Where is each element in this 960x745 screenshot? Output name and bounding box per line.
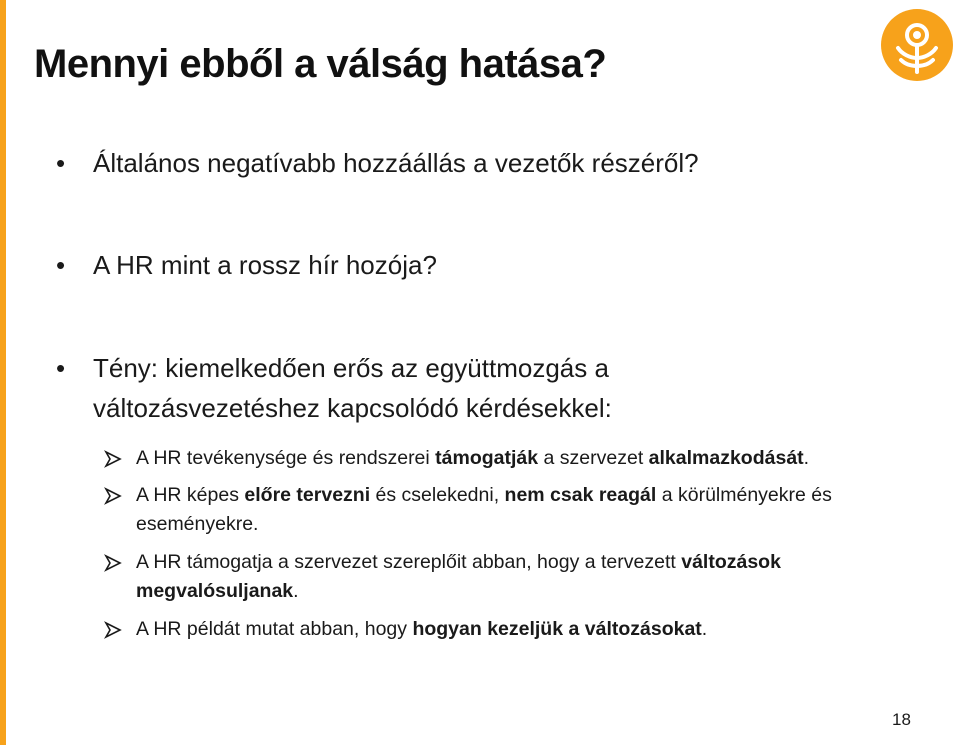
- emphasis-text: hogyan kezeljük a változásokat: [412, 618, 702, 640]
- bullet-text: Tény: kiemelkedően erős az együttmozgás a változásvezetéshez kapcsolódó kérdésekkel:: [93, 353, 612, 423]
- arrowhead-bullet-icon: [104, 450, 122, 468]
- orange-flower-logo-icon: [880, 8, 954, 82]
- sub-bullet-item: [104, 444, 934, 473]
- sub-bullet-item: [104, 548, 934, 606]
- sub-bullet-text: A HR tevékenysége és rendszerei támogatják a szervezet alkalmazkodását.: [136, 447, 810, 469]
- sub-bullet-text: A HR támogatja a szervezet szereplőit abban, hogy a tervezett változások megvalósuljanak.: [136, 551, 781, 602]
- emphasis-text: változások megvalósuljanak: [136, 551, 781, 602]
- sub-bullet-item: [104, 615, 934, 644]
- bullet-item: [56, 348, 813, 428]
- emphasis-text: támogatják: [435, 447, 539, 469]
- sub-bullet-text: A HR példát mutat abban, hogy hogyan kezeljük a változásokat.: [136, 618, 708, 640]
- bullet-text: A HR mint a rossz hír hozója?: [93, 250, 437, 280]
- emphasis-text: előre tervezni: [244, 484, 371, 506]
- bullet-text: Általános negatívabb hozzáállás a vezetők részéről?: [93, 148, 699, 178]
- page-number: 18: [892, 710, 911, 729]
- slide-title: Mennyi ebből a válság hatása?: [34, 42, 607, 86]
- emphasis-text: nem csak reagál: [504, 484, 657, 506]
- arrowhead-bullet-icon: [104, 621, 122, 639]
- arrowhead-bullet-icon: [104, 487, 122, 505]
- bullet-item: [56, 143, 813, 183]
- bullet-dot-icon: •: [56, 148, 66, 178]
- sub-bullet-item: [104, 481, 934, 539]
- arrowhead-bullet-icon: [104, 554, 122, 572]
- emphasis-text: alkalmazkodását: [648, 447, 804, 469]
- bullet-dot-icon: •: [56, 353, 66, 383]
- bullet-item: [56, 245, 813, 285]
- bullet-dot-icon: •: [56, 250, 66, 280]
- sub-bullet-text: A HR képes előre tervezni és cselekedni, nem csak reagál a körülményekre és eseményekre.: [136, 484, 832, 535]
- left-accent-bar: [0, 0, 6, 745]
